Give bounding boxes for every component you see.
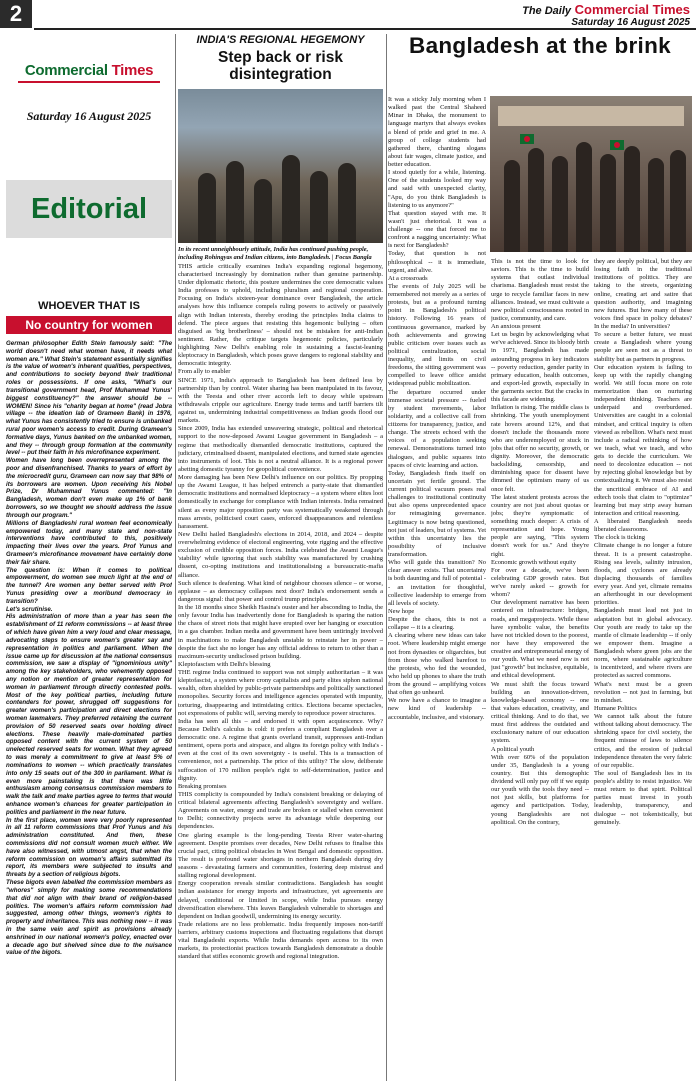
masthead-brand-prefix: The Daily (522, 5, 571, 17)
logo-word-times: Times (107, 62, 154, 79)
article-kicker: INDIA'S REGIONAL HEGEMONY (196, 34, 365, 46)
protest-photo (490, 96, 692, 252)
article-body-column-1: It was a sticky July morning when I walked past the Central Shaheed Minar in Dhaka, the monument to language martyrs that always evokes a blend of pride and grief in me. A group of college students had gathered there, chanting slogans about fair wages, climate justice, and better education. I stood quietly for a while, listening. One of the students looked my way and said with unexpected clarity, "Apu, do you think Bangladesh is listening to us anymore?" That question stayed with me. It wasn't just rhetorical. It was a challenge -- one that forced me to confront a nagging uncertainty: What is next for Bangladesh? Today, that question is not philosophical -- it is immediate, urgent, and alive. At a crossroads The events of July 2025 will be remembered not merely as a series of protests, but as a profound turning point in Bangladesh's political history. Following 16 years of continuous governance, marked by both achievements and growing public criticism over issues such as political centralization, social inequality, and limits on civil freedoms, the sitting government was compelled to leave office amidst widespread public mobilization. The departure occurred under immense societal pressure -- fueled by student movements, labor solidarity, and a collective call from citizens for transparency, justice, and change. The streets echoed with the voices of a population seeking renewal. Demonstrations turned into dialogues, and public squares into spaces of civic learning and action. Today, Bangladesh finds itself on uncertain yet fertile ground. The current political vacuum poses real challenges to institutional continuity but also opens unprecedented space for reimagining governance. Legitimacy is now being questioned, not just of leaders, but of systems. Yet within this uncertainty lies the possibility of inclusive transformation. Who will guide this transition? No clear answer exists. That uncertainty is both daunting and full of potential -- an invitation for thoughtful, collective leadership to emerge from all levels of society. New hope Despite the chaos, this is not a collapse -- it is a clearing. A clearing where new ideas can take root. Where leadership might emerge not from dynasties or oligarchies, but from those who walked barefoot to the protests, who fed the wounded, who held up phones to share the truth from the ground -- amplifying voices that often go unheard. We now have a chance to imagine a new kind of leadership -- accountable, inclusive, and visionary. (388, 96, 486, 721)
masthead-brand (522, 2, 690, 17)
page-number: 2 (0, 0, 32, 28)
article-body-column-2: This is not the time to look for saviors. This is the time to build systems that outlast individual charisma. Bangladesh must resist the urge to recycle familiar faces in new alliances. Instead, we must cultivate a new political consciousness rooted in justice, community, and care. An anxious present Let us begin by acknowledging what we've achieved. Since its bloody birth in 1971, Bangladesh has made astounding progress in key indicators -- poverty reduction, gender parity in primary education, health outcomes, and export-led growth, especially in the garments sector. But the cracks in this facade are widening. Inflation is rising. The middle class is shrinking. The youth unemployment rate hovers around 12%, and that doesn't include the thousands more who are underemployed or stuck in jobs that offer no security, growth, or dignity. Moreover, the democratic backsliding, censorship, and diminishing space for dissent have dimmed the optimism many of us once felt. The latest student protests across the country are not just about quotas or jobs; they're symptomatic of something much deeper: A crisis of representation and hope. Young people are saying, "This system doesn't work for us." And they're right. Economic growth without equity For over a decade, we've been celebrating GDP growth rates. But we've rarely asked -- growth for whom? Our development narrative has been centered on infrastructure: bridges, roads, and megaprojects. While these have symbolic value, the benefits have not trickled down to the poorest, nor have they empowered the creative and entrepreneurial energy of our youth. What we need now is not just "growth" but inclusive, equitable, and ethical development. We must shift the focus toward building an innovation-driven, knowledge-based economy -- one that values education, creativity, and critical thinking. And to do that, we must first address the outdated and exclusionary nature of our education system. A political youth With over 60% of the population under 35, Bangladesh is a young country. But this demographic dividend will only pay off if we equip our youth with the tools they need -- not just skills, but platforms for agency and participation. Today, young Bangladeshis are not apolitical. On the contrary, (491, 258, 589, 826)
article-headline: Bangladesh at the brink (409, 33, 671, 58)
editorial-body: German philosopher Edith Stein famously said: "The world doesn't need what women have, it needs what women are." What Stein's statement essentially signifies is the value of women's inherent qualities, perspectives, and contributions to society beyond their traditional roles or possessions. If one asks, "What's our transitional government head, Prof Muhammad Yunus' biggest constituency?" the answer should be -- WOMEN! Since his "charity began at home" (read Jobra village -- the ideation lab of Grameen Bank) in 1976, what Yunus has consistently tried to ensure is unbanked rural poor women's access to credit. During Grameen's formative days, Yunus banked on the unbanked women, and they -- through group formation at the community level -- put their faith in his microfinance experiment. Women have long been overrepresented among the poor and disenfranchised. Thanks to years of effort by the microcredit guru, Grameen can now say that 98% of its borrowers are women. Upon receiving his Nobel Prize, Dr Muhammad Yunus commented: "In Bangladesh, women don't even make up 1% of bank borrowers, so we thought we should address the issue through our program." Millions of Bangladeshi rural women feel economically empowered today, and many state and non-state interventions have contributed to this, positively impacting their lives over the years. Prof Yunus and Grameen's microfinance movement have certainly done their fair share. The question is: When it comes to political empowerment, do women see much light at the end of the tunnel? Are women any better served with Prof Yunus presiding over a moribund democracy in transition? Let's scrutinise. His administration of more than a year has seen the establishment of 11 reform commissions -- at least three of which have given him a very loud and clear message, advocating steps to ensure women's greater say and representation in politics and parliament. When the issue came up for discussion at the national consensus commission, we saw a display of "ignominious unity" among the key stakeholders, who vehemently opposed any notion or mention of greater representation for women in parliament through directly contested polls. Most of the key political parties, including future contenders for power, shrugged off suggestions for greater women's participation and direct elections for women lawmakers. They preferred retaining the current provision of 50 reserved seats over holding direct elections. These heavily male-dominated parties opposed content with the current system of 50 unelected reserved seats for women. What they agreed to was merely a commitment to give at least 5% of nominations to women -- which practically translates into only 15 seats out of the 300 in parliament. What is even more painstaking is that there was little enthusiasm among consensus commission members to walk the talk and make parties agree to terms that would enhance women's chances for greater participation in politics and parliament in the near future. In the first place, women were very poorly represented in all 11 reform commissions that Prof Yunus and his administration constituted. And then, these commissions did not consult women much either. We have also witnessed, with utmost angst, that when the reform commission on women's affairs submitted its report, its members were subjected to insults and threats by a section of religious bigots. These bigots even labelled the commission members as "whores" simply for making some recommendations that did not align with their brand of religion-based politics. The women's affairs reform commission had suggested, among other things, women's rights to property and inheritance. This was nothing new -- it was in the same vein and spirit as provisions already enshrined in our national women's policy, enacted over a decade ago but shelved since due to the nuisance value of the bigots. (6, 340, 172, 957)
newspaper-logo (6, 62, 172, 79)
bangladesh-brink-article (388, 33, 692, 826)
masthead-rule (34, 28, 696, 30)
photo-caption: In its recent unneighbourly attitude, India has continued pushing people, including Rohingyas and Indian citizens, into Bangladesh. | Focus Bangla (178, 246, 372, 261)
masthead (522, 2, 690, 28)
masthead-date: Saturday 16 August 2025 (571, 17, 690, 28)
editorial-column (6, 40, 172, 1080)
india-hegemony-article (178, 34, 383, 1083)
article-headline: Step back or risk disintegration (218, 49, 343, 84)
column-divider (386, 34, 387, 1081)
editorial-headline: No country for women (6, 316, 172, 334)
section-title: Editorial (6, 180, 172, 238)
article-photo (178, 89, 383, 243)
article-body: THIS article critically examines India's expanding regional hegemony, characterised increasingly by domination rather than genuine partnership. Under diplomatic rhetoric, this posture undermines the core democratic values India professes to uphold, including pluralism and regional cooperation. Focusing on India's sixteen-year dominance over Bangladesh, the article analyses how this influence compels ruling powers to actively or passively align with Indian interests, thereby eroding the principles India claims to defend. The piece argues that resisting this hegemonic bullying – often disguised as 'big brotherliness' – should not be mistaken for anti-Indian sentiment. Rather, the critique targets hegemonic policies, particularly highlighting New Delhi's enabling role in sustaining a fascist-leaning kleptocracy in Bangladesh, which poses grave dangers to regional stability and democratic integrity. From ally to enabler SINCE 1971, India's approach to Bangladesh has been defined less by partnership than by control. Water sharing has been manipulated in its favour, with the Teesta and other river accords left to decay while upstream withdrawals cripple our agriculture. Energy trade terms and tariff barriers tilt against us, undermining industrial competitiveness as Indian goods flood our markets. Since 2009, India has extended unwavering strategic, political and rhetorical support to the now-deposed Awami League government in Bangladesh – a regime that methodically dismantled democratic institutions, captured the judiciary, criminalised dissent, manipulated elections, and turned state agencies into instruments of loot. This is not a neutral alliance. It is a regional power abetting domestic tyranny for geopolitical convenience. More damaging has been New Delhi's influence on our politics. By propping up the Awami League, it has helped entrench a party-state that dismantled democratic institutions and normalised kleptocracy – a system where elites loot domestically in exchange for compliance with Indian interests. India remained silent as every major opposition party was systematically weakened through mass arrests, politicised court cases, enforced disappearances and relentless harassment. New Delhi hailed Bangladesh's elections in 2014, 2018, and 2024 – despite overwhelming evidence of electoral engineering, vote rigging and the effective exclusion of credible opposition forces. India celebrated the Awami League's 'stability' while ignoring that such stability was manufactured by crushing dissent, co-opting institutions and institutionalising a bureaucratic-mafia alliance. Such silence is deafening. What kind of neighbour chooses silence – or worse, applause – as democracy collapses next door? India's endorsement sends a dangerous signal: that power and control trump principles. In the 18 months since Sheikh Hasina's ouster and her absconding to India, the only favour India has inadvertently done for Bangladesh is sparing the nation the chaos of street riots that might have erupted over her hanging or execution in a gas chamber. Indian media and government have been untiringly involved in machinations to make Bangladesh unstable to reinstate her in power – despite the fact she no longer has any official address to return to other than a maximum-security undisclosed prison building. Kleptofascism with Delhi's blessing THE regime India continued to support was not simply authoritarian – it was kleptofascist, a system where crony capitalists and party elites siphon national wealth, often shielded by public-private partnerships and politically sanctioned monopolies. Security forces and intelligence agencies operated with impunity, torturing, disappearing and intimidating critics. Elections became spectacles, not expressions of public will, serving merely to reproduce power structures. India has seen all this – and endorsed it with open acquiescence. Why? Because Delhi's calculus is cold: it prefers a compliant Bangladesh over a democratic one. A regime that grants overland transit, suppresses anti-Indian sentiment, opens ports and airspace, and aligns its foreign policy with India's - even at the cost of its own sovereignty - is useful. This is a transaction of convenience, not a partnership. The price of this utility? The slow, deliberate suffocation of 170 million people's right to self-determination, justice and dignity. Breaking promises THIS complicity is compounded by India's consistent breaking or delaying of critical bilateral agreements affecting Bangladesh's sovereignty and welfare. Agreements on water, energy and trade are broken or stalled when convenient to Delhi; connectivity projects serve its advantage while deepening our dependencies. One glaring example is the long-pending Teesta River water-sharing agreement. Despite promises over decades, New Delhi refuses to finalise this crucial pact, citing political obstacles in West Bengal and domestic opposition. The result is profound water shortages in northern Bangladesh during dry seasons - devastating farmers and communities, fostering deep mistrust and stalling regional development. Energy cooperation reveals similar contradictions. Bangladesh has sought Indian assistance for energy imports and infrastructure, yet agreements are delayed, conditional or limited in scope, while India pursues energy diversification elsewhere. This leaves Bangladesh vulnerable to shortages and dependent on Indian goodwill, undermining its energy security. Trade relations are no less problematic. India frequently imposes non-tariff barriers, arbitrary customs inspections and fluctuating regulations that disrupt vital Bangladeshi exports. While India demands open access to its own markets, its protectionist practices towards Bangladesh demonstrate a double standard that stifles economic growth and regional integration. (178, 262, 383, 961)
logo-underline (18, 81, 160, 83)
editorial-kicker: WHOEVER THAT IS (38, 300, 140, 312)
article-body-column-3: they are deeply political, but they are losing faith in the traditional institutions of politics. They are taking to the streets, organizing online, creating art and satire that question authority, and imagining new futures. But how many of these voices find space in policy debates? In the media? In universities? To secure a better future, we must create a Bangladesh where young people are seen not as a threat to stability but as partners in progress. Our education system is failing to keep up with the rapidly changing world. We still focus more on rote memorization than on nurturing independent thinking. Teachers are underpaid and overburdened. Universities are caught in a colonial mindset, and critical inquiry is often viewed as rebellion. What's next must include a radical rethinking of how we teach, what we teach, and who gets to decide the curriculum. We need to decolonize education -- not by rejecting global knowledge but by contextualizing it. We must also resist the uncritical embrace of AI and edtech tools that claim to "optimize" learning but may strip away human interaction and critical reasoning. A liberated Bangladesh needs liberated classrooms. The clock is ticking Climate change is no longer a future threat. It is a present catastrophe. Rising sea levels, salinity intrusion, floods, and cyclones are already displacing thousands of families every year. And yet, climate remains an afterthought in our development priorities. Bangladesh must lead not just in adaptation but in global advocacy. Our youth are ready to take up the mantle of climate leadership -- if only we empower them. Imagine a Bangladesh where green jobs are the norm, where sustainable agriculture is incentivized, and where rivers are protected as sacred commons. What's next must be a green revolution -- not just in farming, but in mindset. Humane Politics We cannot talk about the future without talking about democracy. The shrinking space for civil society, the frequent misuse of laws to silence critics, and the erosion of judicial independence threaten the very fabric of our republic. The soul of Bangladesh lies in its people's ability to resist injustice. We must return to that spirit. Political parties must invest in youth leadership, transparency, and dialogue -- not tokenistically, but genuinely. (594, 258, 692, 826)
masthead-brand-name: Commercial Times (574, 2, 690, 17)
editorial-date: Saturday 16 August 2025 (26, 109, 152, 123)
logo-word-commercial: Commercial (24, 62, 108, 79)
column-divider (175, 34, 176, 1081)
